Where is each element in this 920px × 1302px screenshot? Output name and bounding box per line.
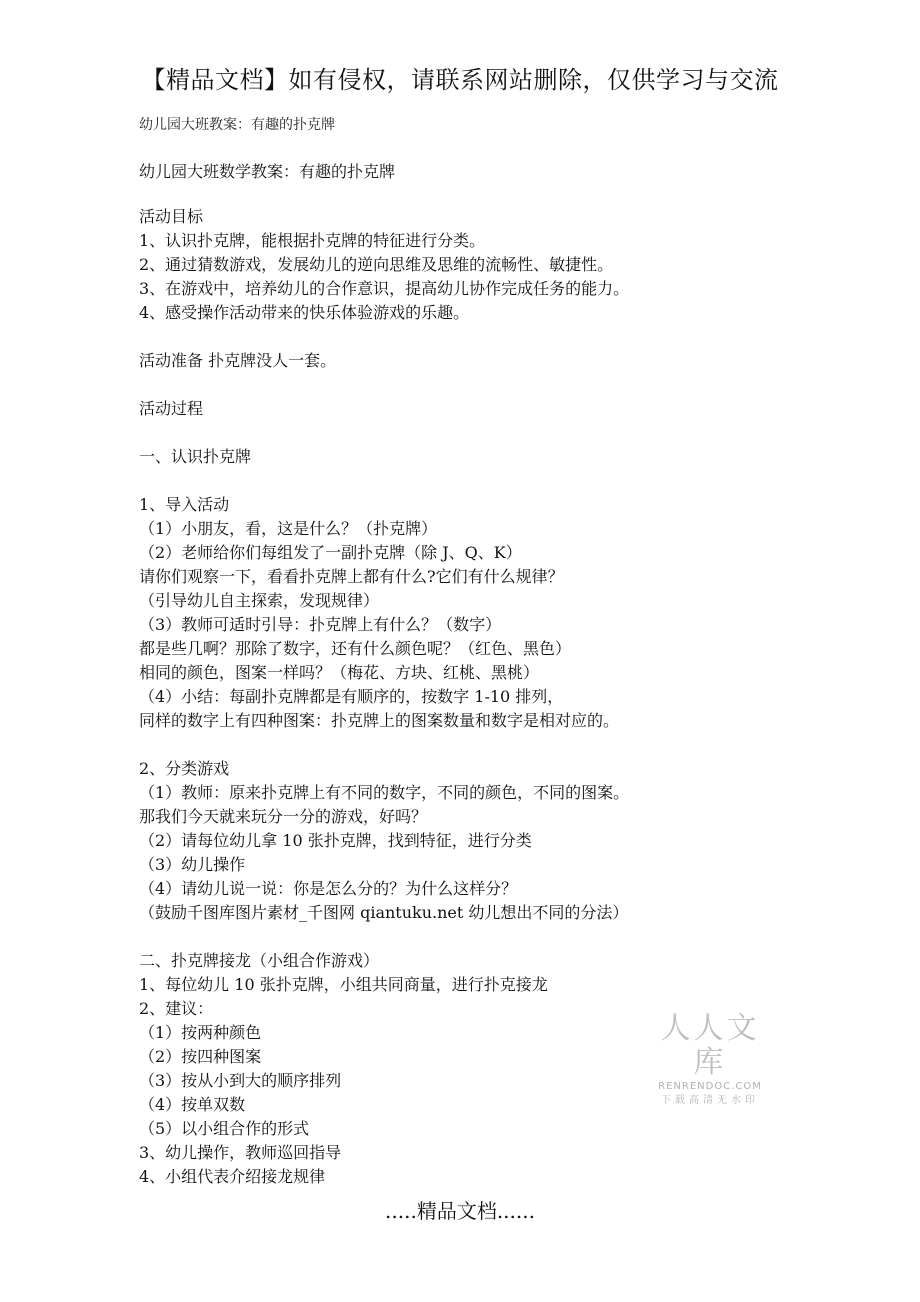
text-line: （4）请幼儿说一说：你是怎么分的？为什么这样分？ [139,879,518,898]
text-line: 活动目标 [139,207,204,226]
blank-line [139,421,839,445]
text-line: 4、感受操作活动带来的快乐体验游戏的乐趣。 [139,303,470,322]
watermark [645,1012,775,1108]
text-line: 3、幼儿操作，教师巡回指导 [139,1143,342,1162]
blank-line [139,925,839,949]
text-line: 2、建议： [139,999,214,1018]
watermark-tagline: 下载高清无水印 [661,1095,759,1106]
text-line: 1、每位幼儿 10 张扑克牌，小组共同商量，进行扑克接龙 [139,975,548,994]
text-line: 4、小组代表介绍接龙规律 [139,1167,326,1186]
blank-line [139,469,839,493]
watermark-logo-text: 人人文库 [660,1011,760,1080]
text-line: （2）请每位幼儿拿 10 张扑克牌，找到特征，进行分类 [139,831,532,850]
text-line: 一、认识扑克牌 [139,447,252,466]
text-line: 1、导入活动 [139,495,230,514]
text-line: 3、在游戏中，培养幼儿的合作意识，提高幼儿协作完成任务的能力。 [139,279,630,298]
text-line: 都是些几啊？那除了数字，还有什么颜色呢？（红色、黑色） [139,639,572,658]
text-line: 2、通过猜数游戏，发展幼儿的逆向思维及思维的流畅性、敏捷性。 [139,255,614,274]
text-line: （2）按四种图案 [139,1047,262,1066]
document-title: 幼儿园大班数学教案：有趣的扑克牌 [139,162,396,181]
text-line: 同样的数字上有四种图案：扑克牌上的图案数量和数字是相对应的。 [139,711,620,730]
blank-line [139,325,839,349]
text-line: （3）按从小到大的顺序排列 [139,1071,342,1090]
blank-line [139,733,839,757]
text-line: 请你们观察一下，看看扑克牌上都有什么?它们有什么规律？ [139,567,564,586]
text-line: 1、认识扑克牌，能根据扑克牌的特征进行分类。 [139,231,486,250]
text-line: 2、分类游戏 [139,759,230,778]
text-line: 活动过程 [139,399,204,418]
text-line: （5）以小组合作的形式 [139,1119,310,1138]
text-line: （1）按两种颜色 [139,1023,262,1042]
text-line: （1）教师：原来扑克牌上有不同的数字，不同的颜色，不同的图案。 [139,783,630,802]
text-line: 那我们今天就来玩分一分的游戏，好吗？ [139,807,428,826]
text-line: （4）按单双数 [139,1095,246,1114]
text-line: （鼓励千图库图片素材_千图网 qiantuku.net 幼儿想出不同的分法） [139,903,629,922]
document-subtitle: 幼儿园大班教案：有趣的扑克牌 [139,117,335,133]
page-footer: .....精品文档...... [385,1199,535,1223]
text-line: （引导幼儿自主探索，发现规律） [139,591,380,610]
text-line: 活动准备 扑克牌没人一套。 [139,351,337,370]
blank-line [139,373,839,397]
text-line: （3）幼儿操作 [139,855,246,874]
text-line: 相同的颜色，图案一样吗？（梅花、方块、红桃、黑桃） [139,663,540,682]
page-header: 【精品文档】如有侵权，请联系网站删除，仅供学习与交流 [141,66,779,94]
text-line: （2）老师给你们每组发了一副扑克牌（除 J、Q、K） [139,543,522,562]
watermark-domain: RENRENDOC.COM [658,1081,762,1092]
text-line: （1）小朋友，看，这是什么？（扑克牌） [139,519,438,538]
text-line: （4）小结：每副扑克牌都是有顺序的，按数字 1-10 排列， [139,687,564,706]
text-line: 二、扑克牌接龙（小组合作游戏） [139,951,380,970]
text-line: （3）教师可适时引导：扑克牌上有什么？（数字） [139,615,502,634]
